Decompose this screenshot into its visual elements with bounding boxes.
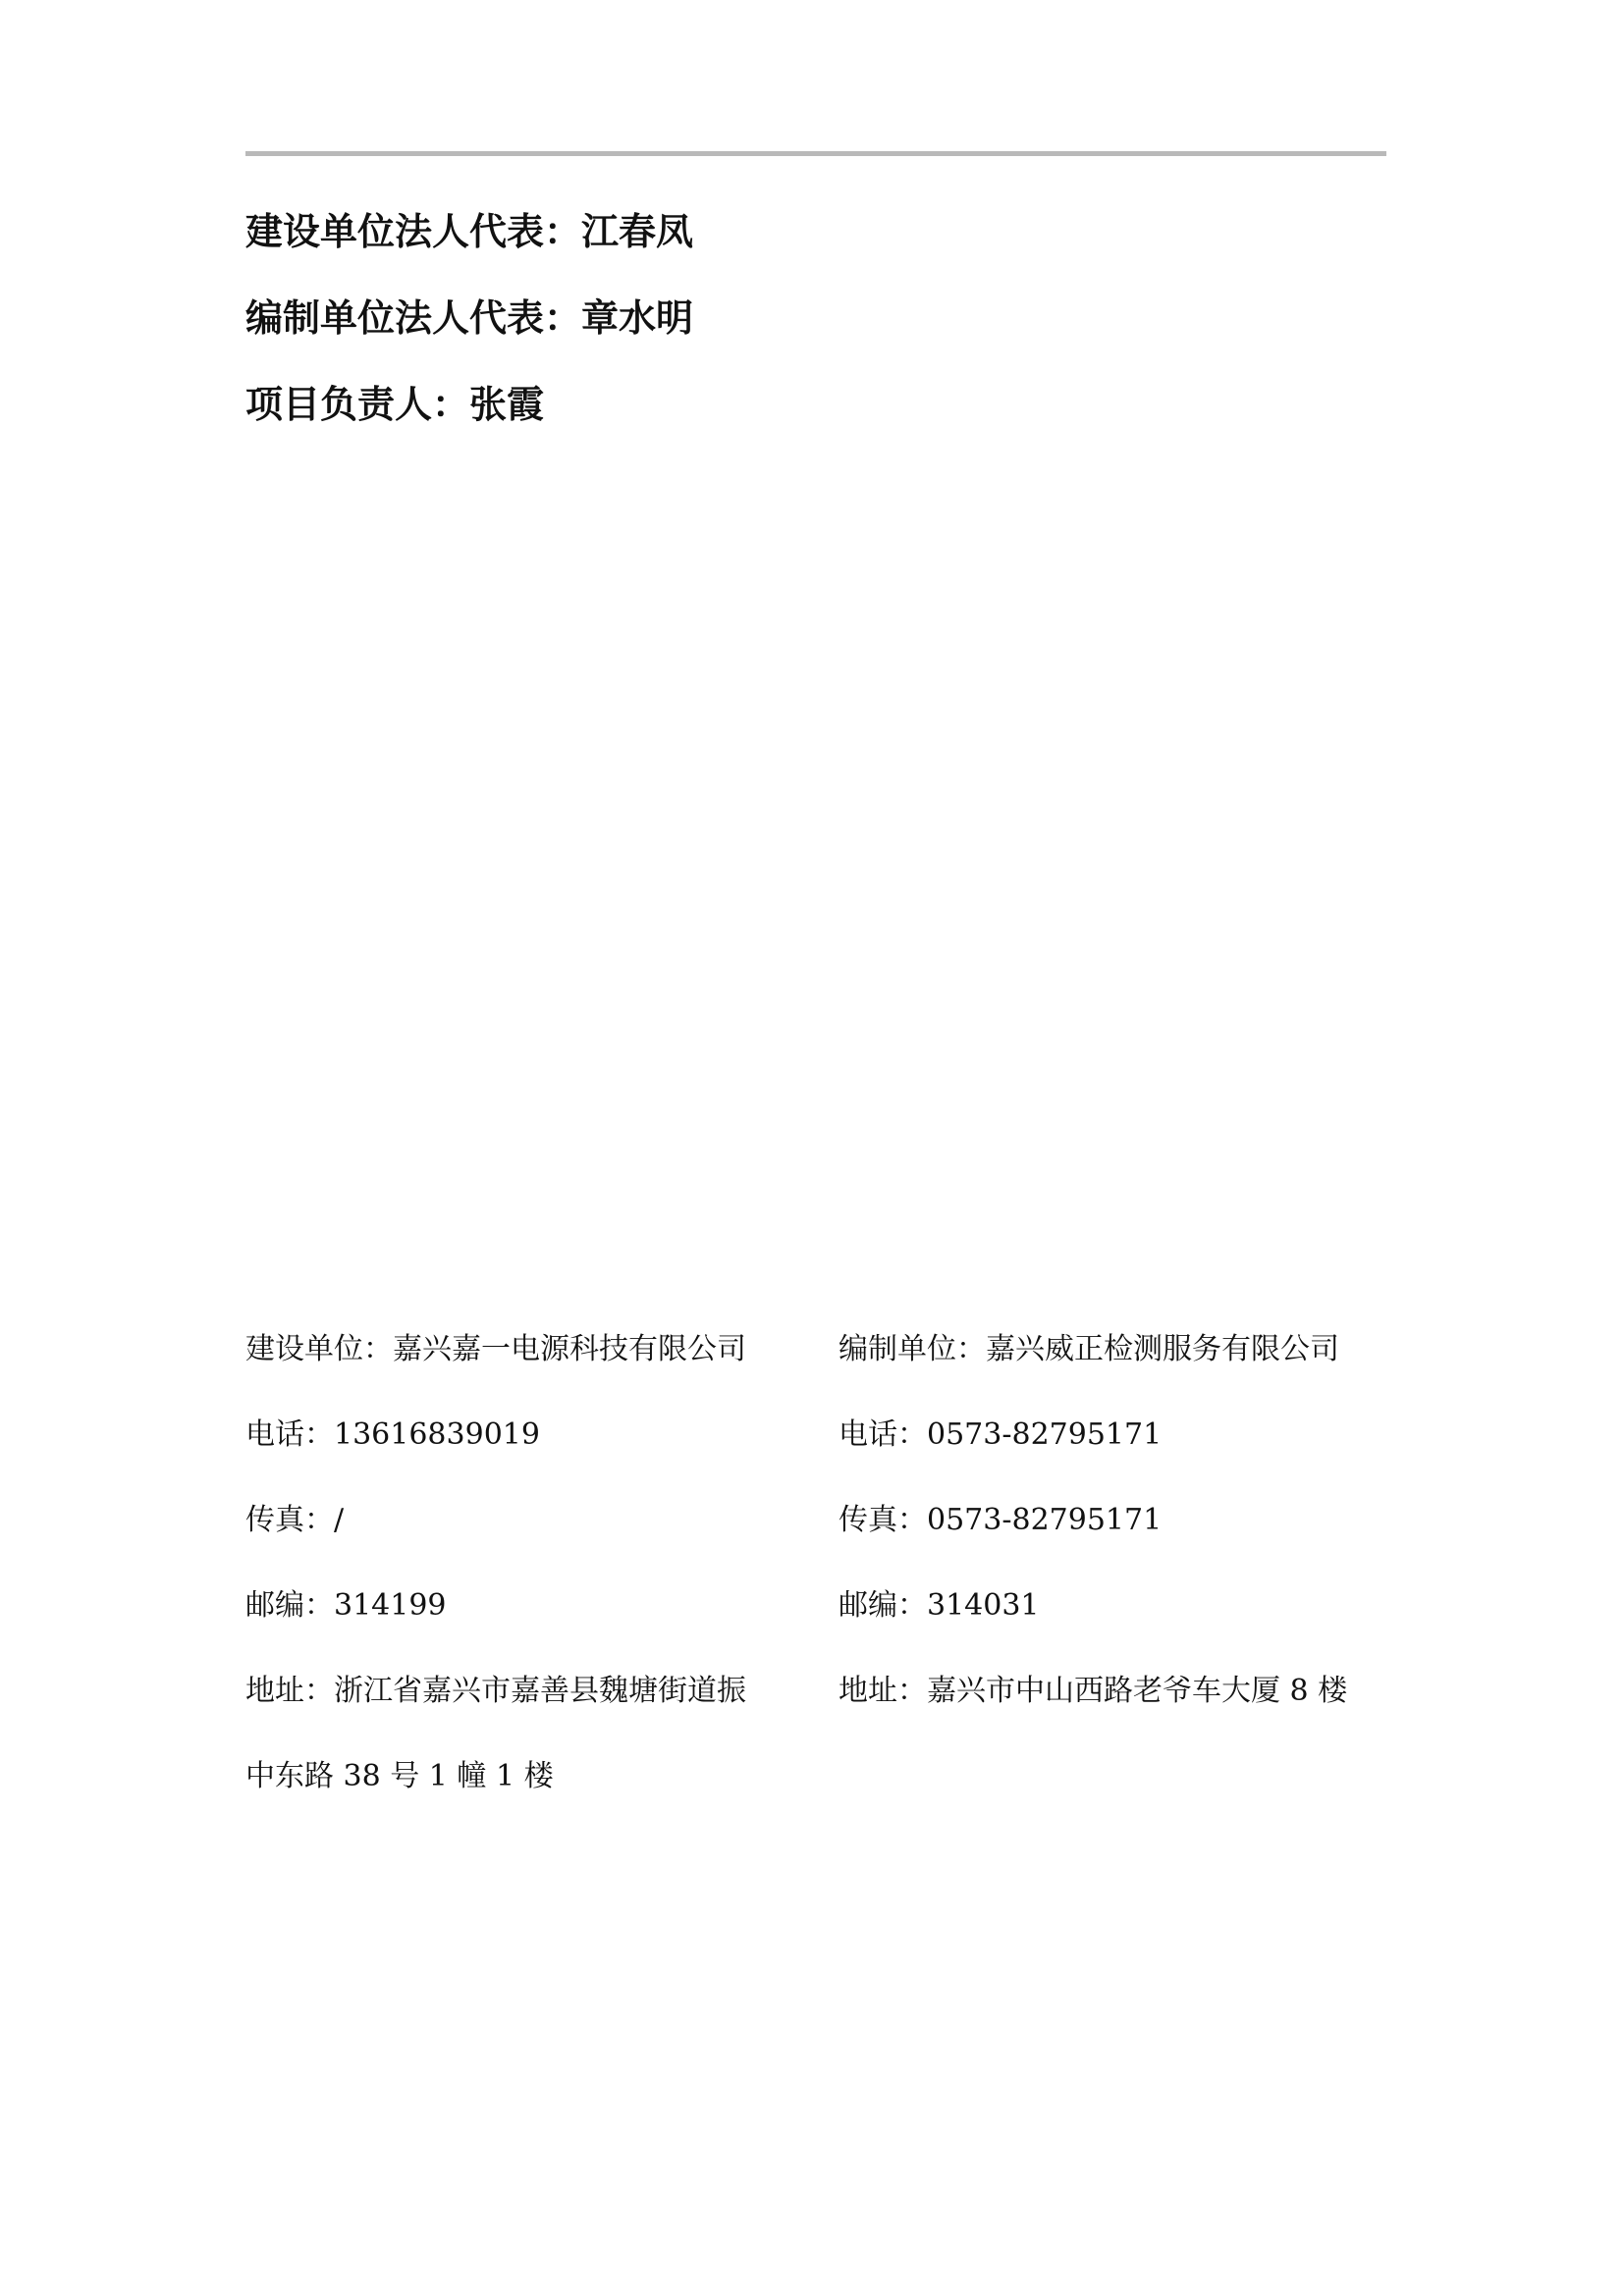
compiler-unit-postcode: 邮编：314031 (839, 1588, 1040, 1623)
construction-legal-rep (245, 210, 1326, 253)
construction-unit-phone: 电话：13616839019 (245, 1417, 540, 1452)
construction-unit-fax: 传真：/ (245, 1503, 345, 1537)
project-lead-label: 项目负责人： (245, 383, 470, 426)
compiler-unit-phone: 电话：0573-82795171 (839, 1417, 1163, 1452)
compiler-legal-rep-label: 编制单位法人代表： (245, 296, 582, 340)
construction-unit-postcode: 邮编：314199 (245, 1588, 447, 1623)
construction-legal-rep-label: 建设单位法人代表： (245, 210, 582, 253)
construction-unit-address (245, 1671, 799, 1797)
construction-unit-address-line1: 地址：浙江省嘉兴市嘉善县魏塘街道振 (245, 1674, 746, 1708)
project-lead (245, 383, 1326, 426)
construction-unit-address-line2: 中东路 38 号 1 幢 1 楼 (245, 1759, 554, 1793)
personnel-block (245, 210, 1326, 469)
compiler-legal-rep-value: 章水明 (581, 296, 694, 340)
construction-unit-info (245, 1329, 805, 1842)
construction-unit-name: 建设单位：嘉兴嘉一电源科技有限公司 (245, 1332, 746, 1366)
compiler-unit-info (839, 1329, 1398, 1756)
compiler-legal-rep (245, 296, 1326, 340)
header-rule (245, 151, 1386, 156)
compiler-unit-fax: 传真：0573-82795171 (839, 1503, 1163, 1537)
compiler-unit-name: 编制单位：嘉兴威正检测服务有限公司 (839, 1332, 1339, 1366)
project-lead-value: 张霞 (469, 383, 545, 426)
compiler-unit-address: 地址：嘉兴市中山西路老爷车大厦 8 楼 (839, 1674, 1348, 1708)
construction-legal-rep-value: 江春凤 (581, 210, 694, 253)
